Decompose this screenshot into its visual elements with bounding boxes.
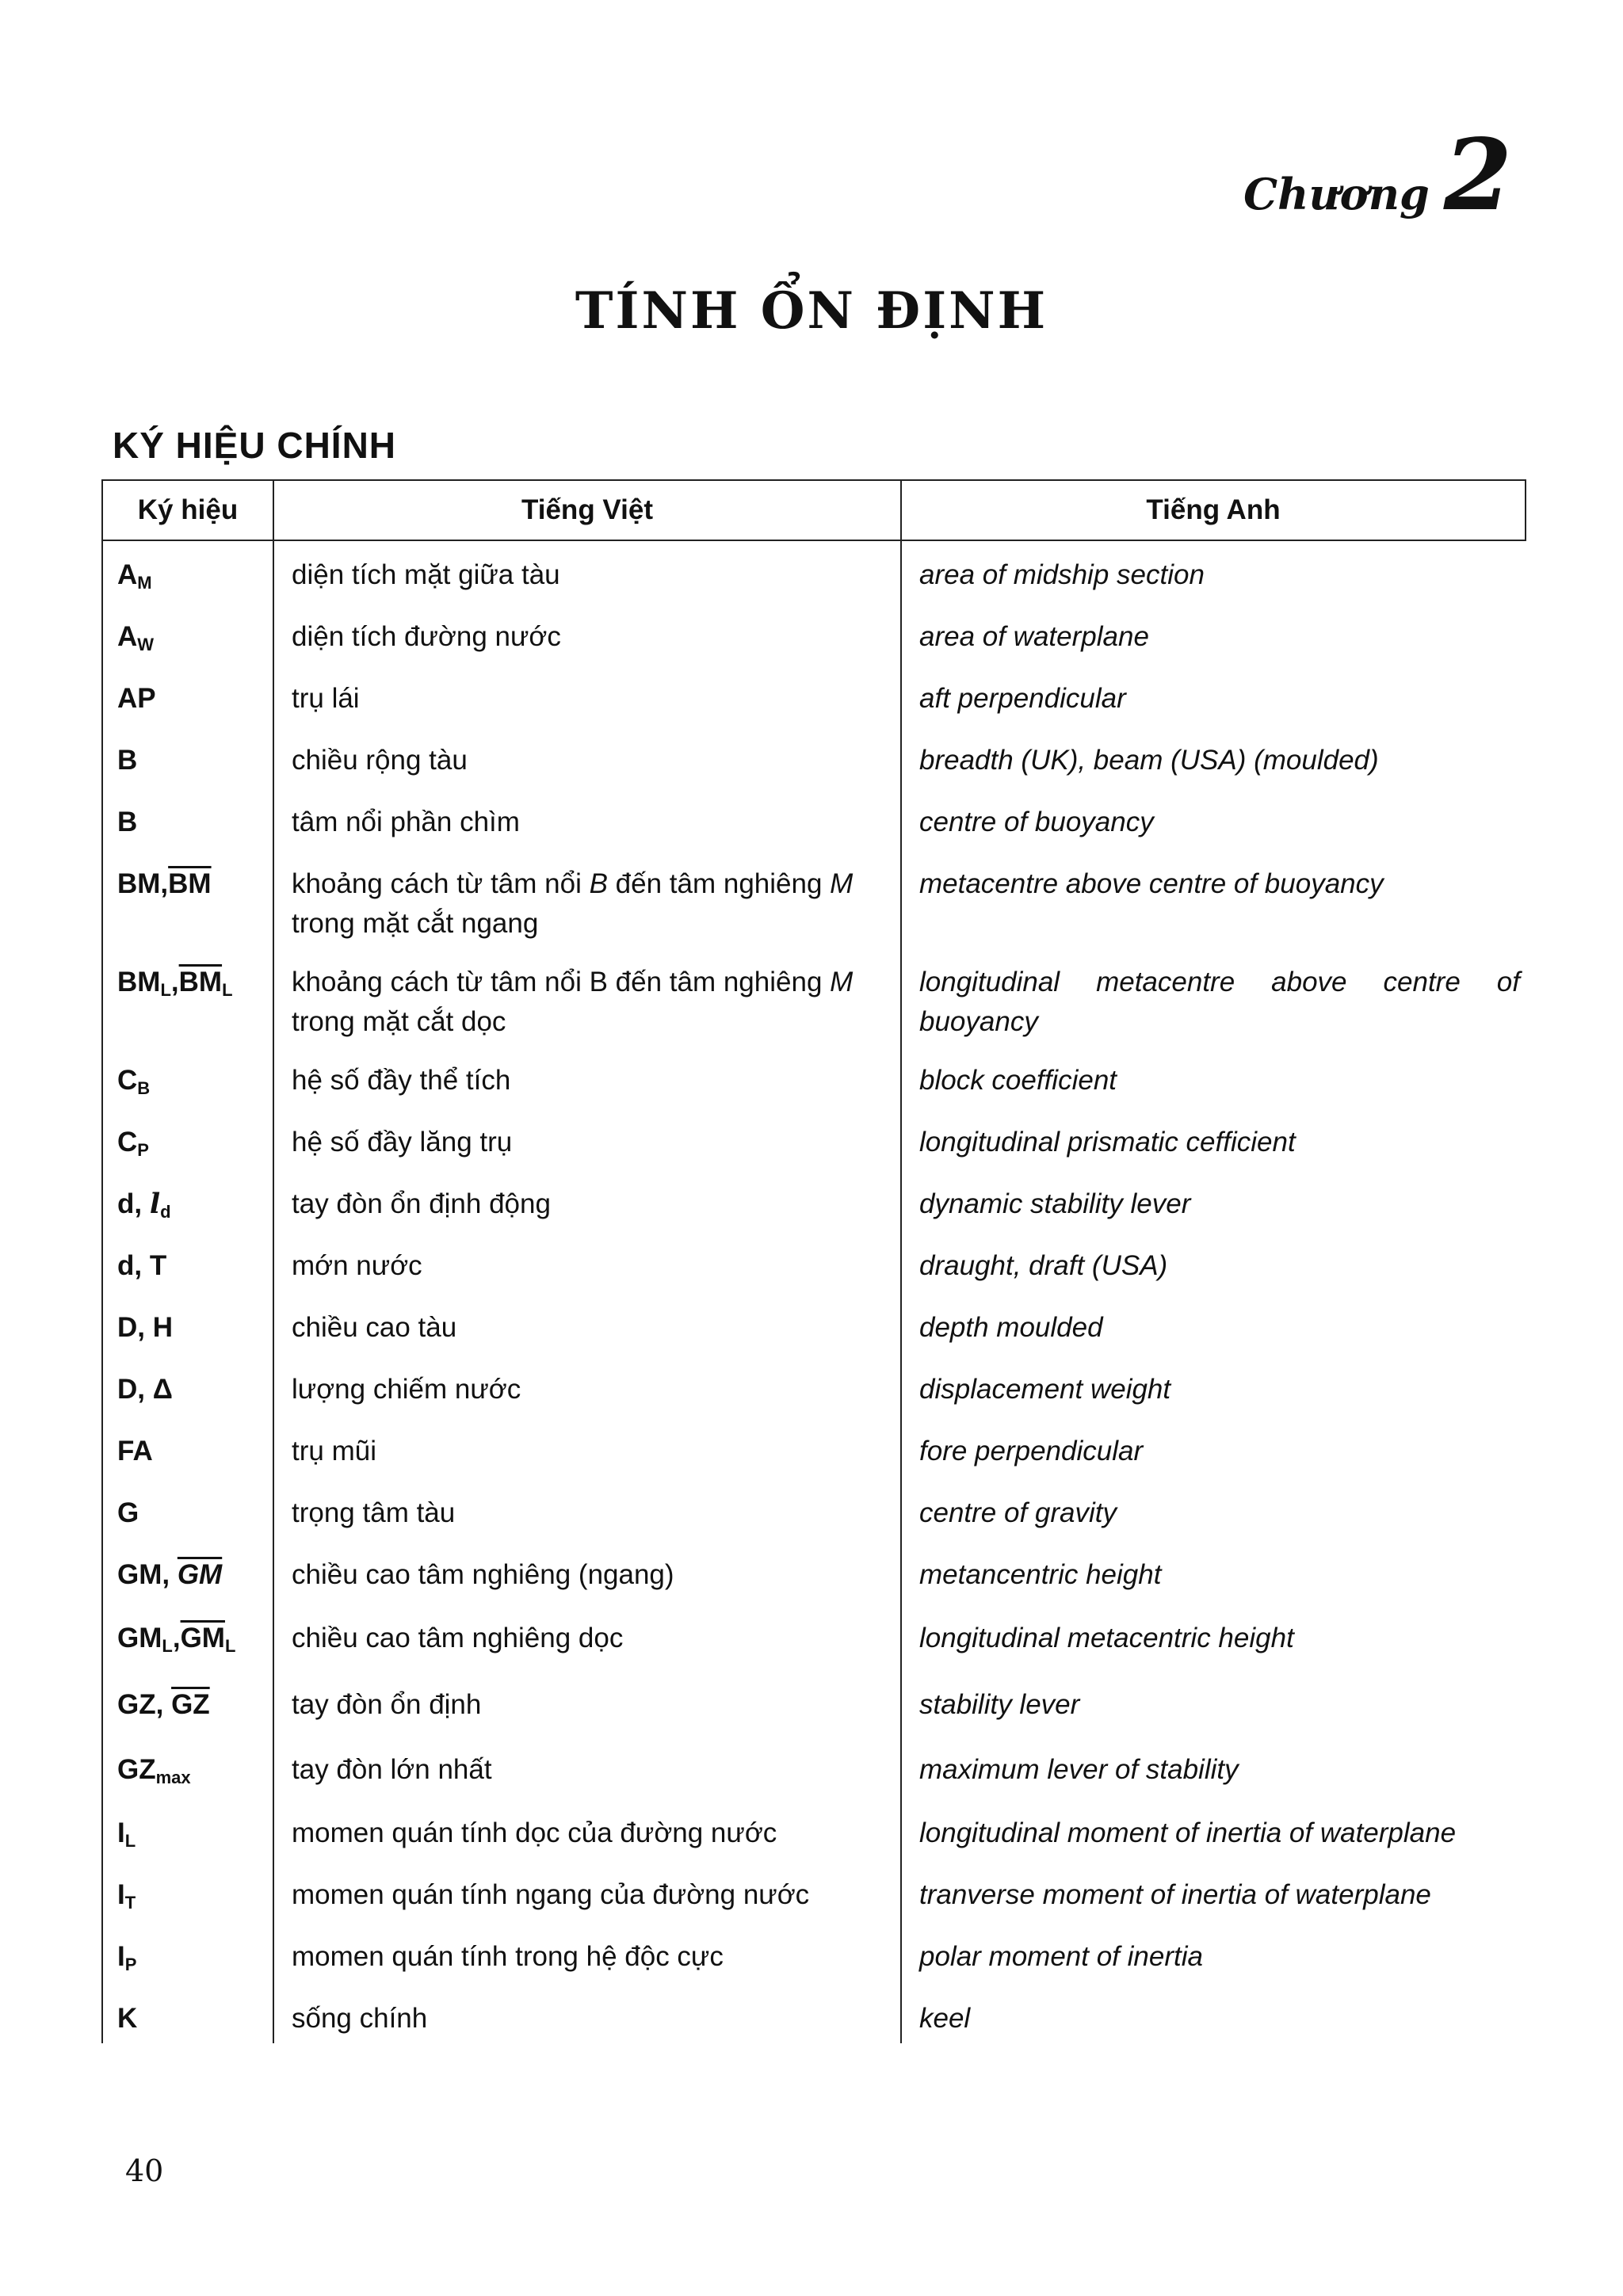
column-header-vietnamese: Tiếng Việt bbox=[274, 481, 902, 540]
symbol-cell: G bbox=[117, 1497, 139, 1528]
vietnamese-cell: diện tích mặt giữa tàu bbox=[292, 559, 560, 590]
table-row bbox=[103, 1061, 1526, 1123]
table-row bbox=[103, 963, 1526, 1061]
vietnamese-cell: hệ số đầy lăng trụ bbox=[292, 1127, 513, 1158]
column-header-english: Tiếng Anh bbox=[1146, 494, 1281, 525]
table-row bbox=[103, 864, 1526, 963]
symbols-table bbox=[101, 479, 1526, 2043]
table-row bbox=[103, 803, 1526, 864]
english-cell: metacentre above centre of buoyancy bbox=[919, 868, 1384, 899]
symbol-cell: FA bbox=[117, 1436, 153, 1466]
symbol-cell: $GZ_{max}$ bbox=[117, 1754, 191, 1787]
symbol-cell: B bbox=[117, 745, 138, 776]
symbol-cell: $C_P$ bbox=[117, 1127, 149, 1160]
symbol-cell: $A_M$ bbox=[117, 559, 152, 593]
vietnamese-cell: chiều cao tàu bbox=[292, 1312, 457, 1343]
english-cell: aft perpendicular bbox=[919, 683, 1126, 714]
english-cell: breadth (UK), beam (USA) (moulded) bbox=[919, 745, 1379, 776]
table-header bbox=[101, 479, 1526, 541]
vietnamese-cell: momen quán tính trong hệ độc cực bbox=[292, 1941, 724, 1972]
symbol-cell: D, H bbox=[117, 1312, 173, 1343]
vietnamese-cell: lượng chiếm nước bbox=[292, 1374, 521, 1405]
table-row bbox=[103, 1555, 1526, 1619]
english-cell: displacement weight bbox=[919, 1374, 1171, 1405]
table-row bbox=[103, 1814, 1526, 1875]
table-row bbox=[103, 1184, 1526, 1246]
vietnamese-cell: mớn nước bbox=[292, 1250, 422, 1281]
symbol-cell: GM, $\overline{GM}$ bbox=[117, 1559, 223, 1590]
vietnamese-cell: chiều rộng tàu bbox=[292, 745, 468, 776]
table-row bbox=[103, 741, 1526, 803]
vietnamese-cell: hệ số đầy thể tích bbox=[292, 1065, 511, 1096]
table-row bbox=[103, 1308, 1526, 1370]
english-cell: fore perpendicular bbox=[919, 1436, 1144, 1466]
symbol-cell: $A_W$ bbox=[117, 621, 155, 654]
symbol-cell: $C_B$ bbox=[117, 1065, 151, 1098]
vietnamese-cell: diện tích đường nước bbox=[292, 621, 561, 652]
symbol-cell: $BM_L,\overline{BM}_L$ bbox=[117, 967, 233, 1000]
vietnamese-cell: tâm nổi phần chìm bbox=[292, 807, 520, 837]
symbol-cell: d, T bbox=[117, 1250, 167, 1281]
vietnamese-cell: trụ lái bbox=[292, 683, 360, 714]
english-cell: maximum lever of stability bbox=[919, 1754, 1239, 1785]
symbol-cell: $BM,\overline{BM}$ bbox=[117, 868, 212, 899]
english-cell: depth moulded bbox=[919, 1312, 1103, 1343]
english-cell: dynamic stability lever bbox=[919, 1188, 1191, 1219]
column-header-symbol: Ký hiệu bbox=[103, 481, 274, 540]
english-cell: stability lever bbox=[919, 1689, 1080, 1720]
table-row bbox=[103, 1999, 1526, 2043]
vietnamese-cell: trọng tâm tàu bbox=[292, 1497, 456, 1528]
vietnamese-cell: momen quán tính ngang của đường nước bbox=[292, 1879, 810, 1910]
vietnamese-cell: tay đòn ổn định bbox=[292, 1689, 482, 1720]
symbol-cell: $I_L$ bbox=[117, 1817, 136, 1851]
page-title: TÍNH ỔN ĐỊNH bbox=[575, 281, 1048, 341]
english-cell: longitudinal metacentric height bbox=[919, 1623, 1294, 1653]
table-row bbox=[103, 1750, 1526, 1814]
vietnamese-cell: khoảng cách từ tâm nổi B đến tâm nghiêng M trong mặt cắt ngang bbox=[292, 868, 854, 939]
english-cell: longitudinal prismatic cefficient bbox=[919, 1127, 1296, 1158]
symbol-cell: D, Δ bbox=[117, 1374, 173, 1405]
symbol-cell: $I_P$ bbox=[117, 1941, 137, 1974]
table-row bbox=[103, 1123, 1526, 1184]
table-row bbox=[103, 617, 1526, 679]
vietnamese-cell: chiều cao tâm nghiêng (ngang) bbox=[292, 1559, 674, 1590]
chapter-word: Chương bbox=[1243, 169, 1430, 219]
page-number: 40 bbox=[125, 2153, 164, 2188]
chapter-label bbox=[1243, 118, 1512, 233]
chapter-number: 2 bbox=[1443, 118, 1512, 233]
symbol-cell: $GM_L,\overline{GM}_L$ bbox=[117, 1623, 236, 1656]
english-cell: keel bbox=[919, 2003, 971, 2034]
table-row bbox=[103, 1246, 1526, 1308]
table-row bbox=[103, 679, 1526, 741]
symbol-cell: B bbox=[117, 807, 138, 837]
english-cell: tranverse moment of inertia of waterplane bbox=[919, 1879, 1431, 1910]
vietnamese-cell: khoảng cách từ tâm nổi B đến tâm nghiêng M trong mặt cắt dọc bbox=[292, 967, 854, 1037]
vietnamese-cell: tay đòn lớn nhất bbox=[292, 1754, 492, 1785]
table-row bbox=[103, 555, 1526, 617]
vietnamese-cell: sống chính bbox=[292, 2003, 428, 2034]
english-cell: longitudinal metacentre above centre of buoyancy bbox=[919, 967, 1520, 1037]
symbol-cell: K bbox=[117, 2003, 138, 2034]
table-row bbox=[103, 1937, 1526, 1999]
table-row bbox=[103, 1685, 1526, 1750]
english-cell: area of midship section bbox=[919, 559, 1205, 590]
table-row bbox=[103, 1493, 1526, 1555]
vietnamese-cell: momen quán tính dọc của đường nước bbox=[292, 1817, 777, 1848]
table-row bbox=[103, 1370, 1526, 1432]
table-row bbox=[103, 1432, 1526, 1493]
english-cell: centre of gravity bbox=[919, 1497, 1117, 1528]
table-row bbox=[103, 1619, 1526, 1685]
vietnamese-cell: tay đòn ổn định động bbox=[292, 1188, 551, 1219]
english-cell: centre of buoyancy bbox=[919, 807, 1154, 837]
english-cell: longitudinal moment of inertia of waterplane bbox=[919, 1817, 1457, 1848]
english-cell: metancentric height bbox=[919, 1559, 1162, 1590]
english-cell: draught, draft (USA) bbox=[919, 1250, 1168, 1281]
vietnamese-cell: chiều cao tâm nghiêng dọc bbox=[292, 1623, 624, 1653]
section-heading: KÝ HIỆU CHÍNH bbox=[113, 425, 397, 466]
english-cell: area of waterplane bbox=[919, 621, 1149, 652]
symbol-cell: AP bbox=[117, 683, 156, 714]
english-cell: polar moment of inertia bbox=[919, 1941, 1203, 1972]
symbol-cell: d, $l_d$ bbox=[117, 1188, 171, 1222]
vietnamese-cell: trụ mũi bbox=[292, 1436, 376, 1466]
english-cell: block coefficient bbox=[919, 1065, 1117, 1096]
symbol-cell: $I_T$ bbox=[117, 1879, 136, 1913]
table-body bbox=[101, 541, 1526, 2043]
symbol-cell: GZ, $\overline{GZ}$ bbox=[117, 1689, 210, 1720]
table-row bbox=[103, 1875, 1526, 1937]
